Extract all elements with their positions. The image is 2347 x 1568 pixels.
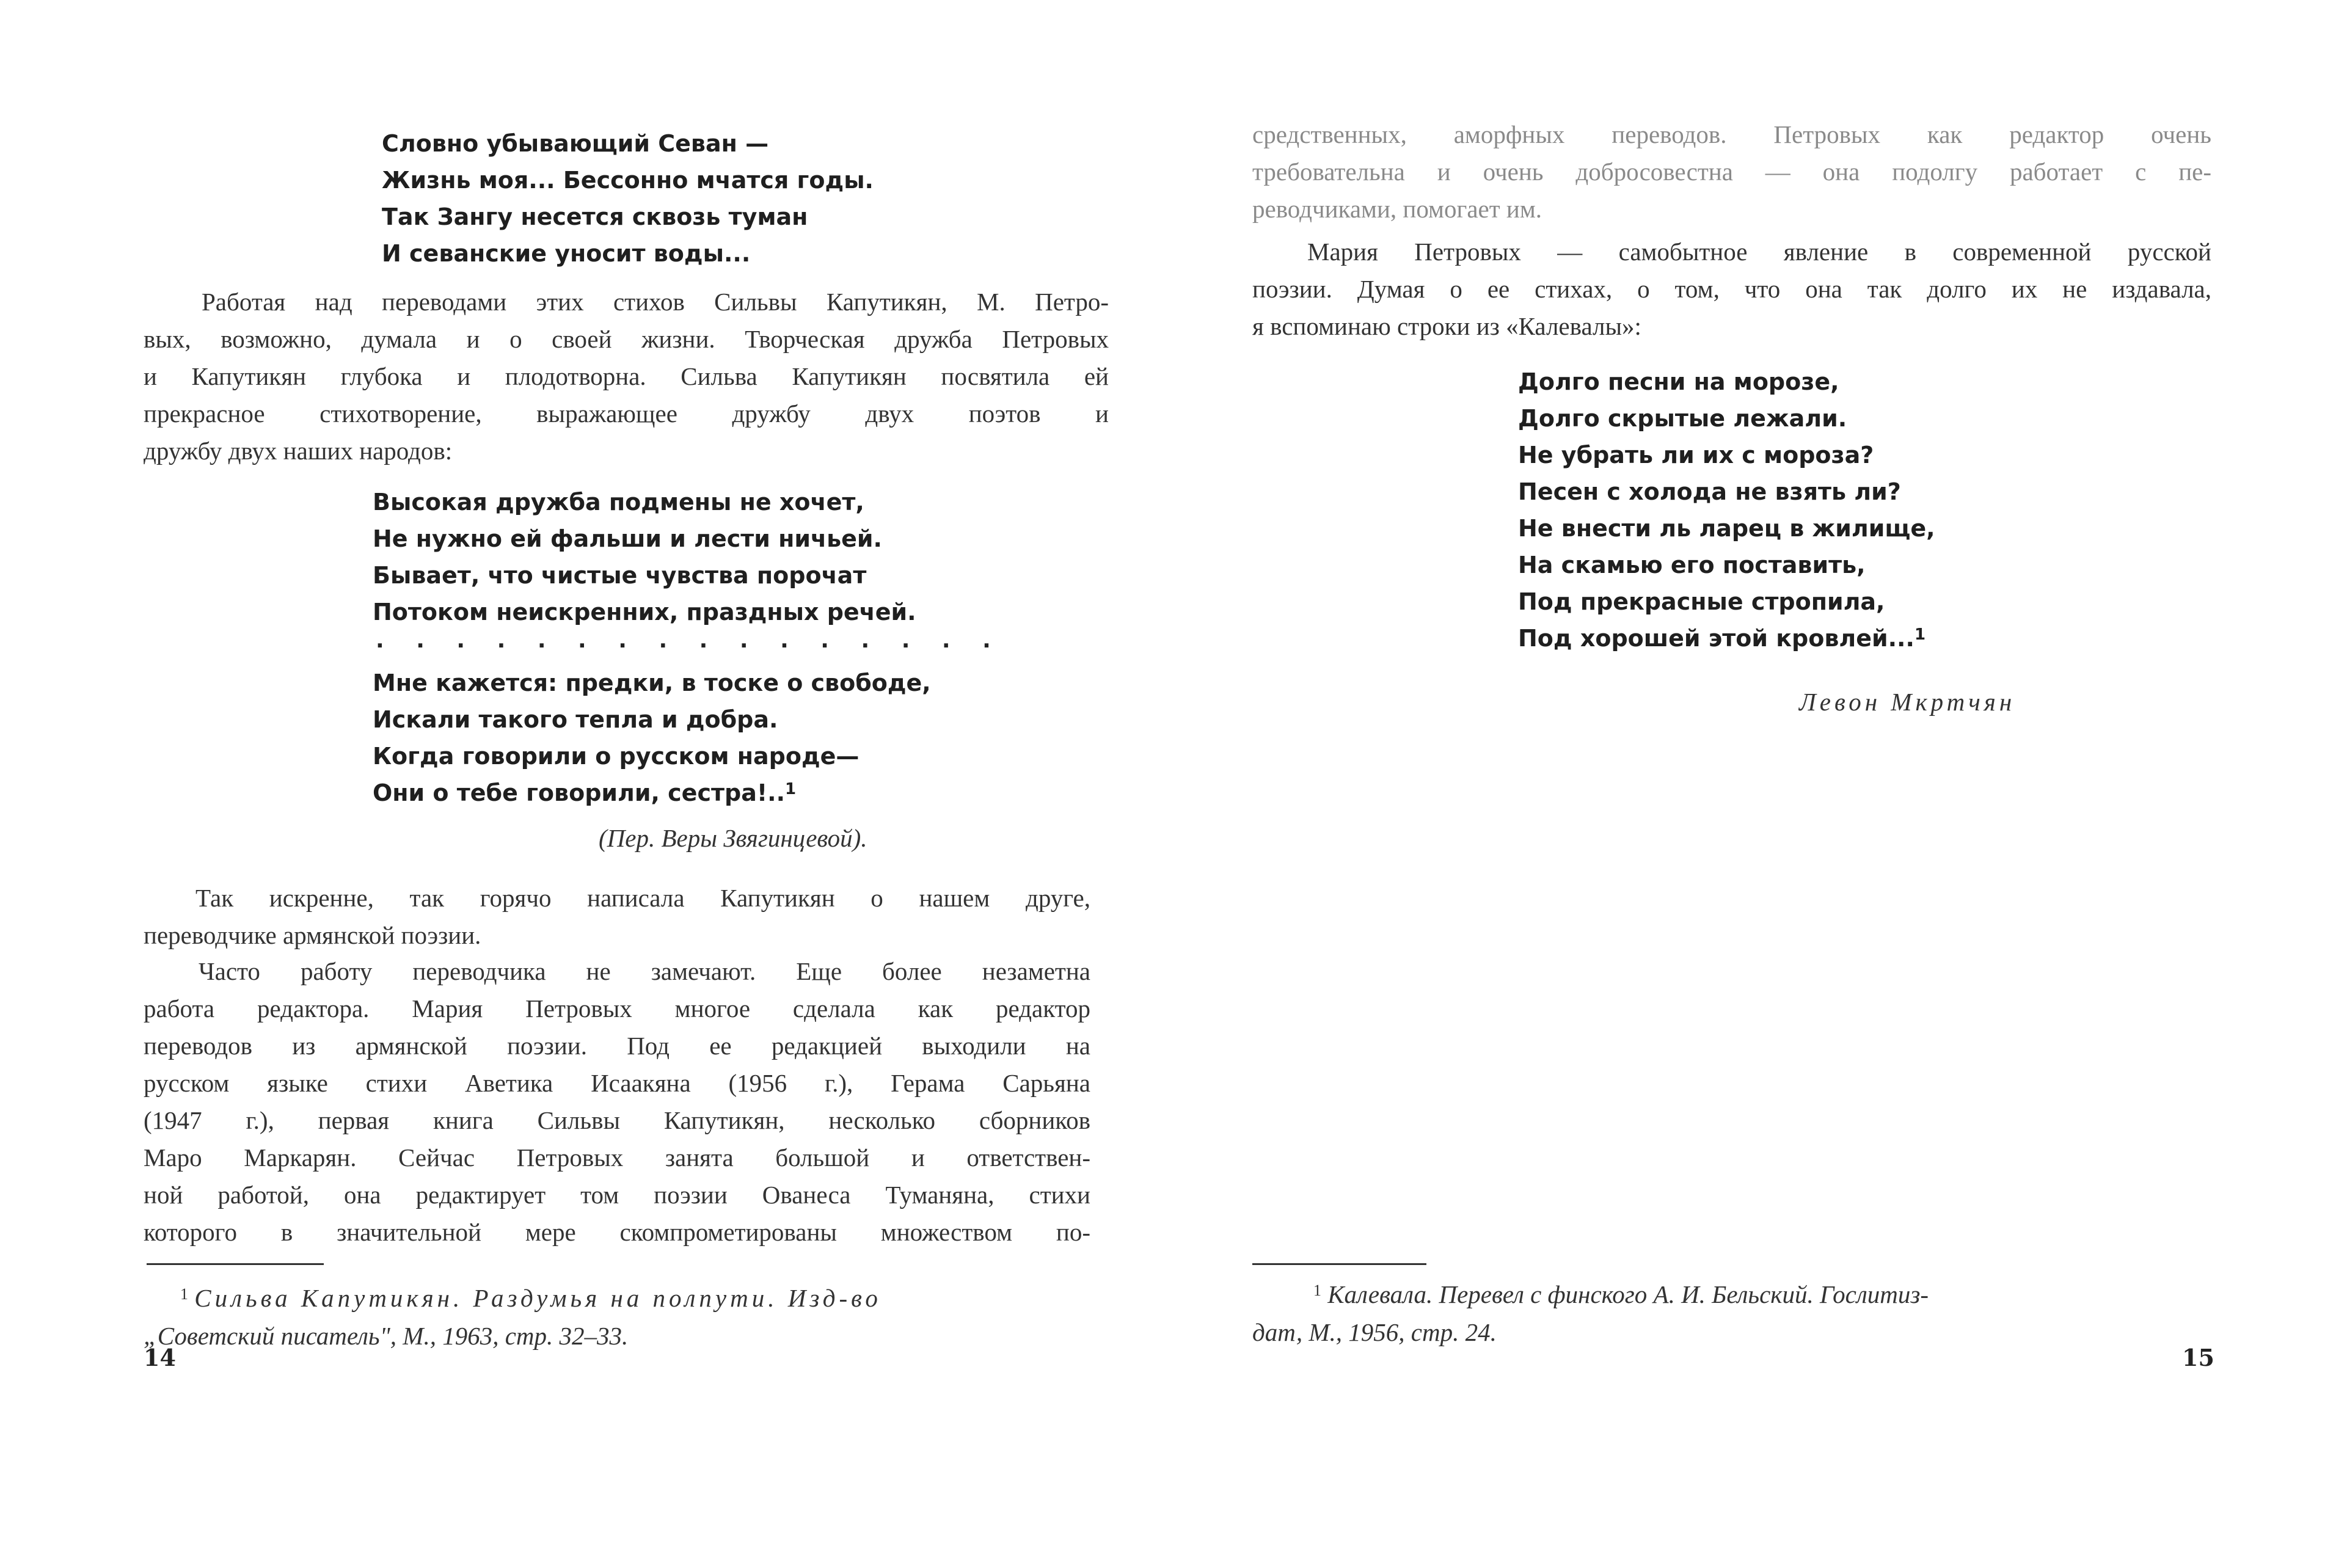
footnote-kalevala xyxy=(1252,1275,1929,1351)
footnote-text: Калевала. Перевел с финского А. И. Бельский. Гослитиз- xyxy=(1327,1280,1929,1308)
paragraph-line: Работая над переводами этих стихов Сильвы Капутикян, М. Петро- xyxy=(202,288,1109,316)
verse-line: И севанские уносит воды... xyxy=(382,240,751,267)
footnote-divider xyxy=(147,1263,324,1265)
verse-line: Не нужно ей фальши и лести ничьей. xyxy=(373,525,882,552)
footnote-mark: 1 xyxy=(1914,625,1926,644)
paragraph-original-phenomenon xyxy=(1252,233,2211,345)
footnote-kaputikyan xyxy=(144,1279,881,1355)
verse-line: Мне кажется: предки, в тоске о свободе, xyxy=(373,669,931,696)
verse-line: Высокая дружба подмены не хочет, xyxy=(373,489,864,516)
author-signature: Левон Мкртчян xyxy=(1799,688,2016,716)
footnote-line: „Советский писатель", М., 1963, стр. 32–33. xyxy=(144,1322,629,1350)
verse-line: Так Зангу несется сквозь туман xyxy=(382,203,808,230)
verse-line: Песен с холода не взять ли? xyxy=(1518,478,1901,505)
paragraph-line: Часто работу переводчика не замечают. Еще более незаметна xyxy=(199,957,1090,985)
paragraph-line: русском языке стихи Аветика Исаакяна (1956 г.), Герама Сарьяна xyxy=(144,1069,1090,1097)
paragraph-line: ной работой, она редактирует том поэзии Ованеса Туманяна, стихи xyxy=(144,1181,1090,1209)
verse-ellipsis-dots: . . . . . . . . . . . . . . . . xyxy=(376,628,1003,653)
paragraph-line: средственных, аморфных переводов. Петровых как редактор очень xyxy=(1252,120,2211,148)
verse-ancestors xyxy=(373,665,931,811)
verse-line: Долго песни на морозе, xyxy=(1518,368,1839,395)
verse-sevan xyxy=(382,125,874,272)
verse-line xyxy=(1518,620,1935,657)
footnote-mark: 1 xyxy=(180,1285,188,1303)
verse-line xyxy=(373,775,931,811)
paragraph-line: дружбу двух наших народов: xyxy=(144,437,453,465)
page-number: 15 xyxy=(2182,1344,2214,1371)
paragraph-creative-friendship xyxy=(144,283,1109,470)
paragraph-line: реводчиками, помогает им. xyxy=(1252,195,1542,223)
paragraph-line: вых, возможно, думала и о своей жизни. Творческая дружба Петровых xyxy=(144,325,1109,353)
paragraph-editor-work xyxy=(144,953,1090,1251)
verse-line: Словно убывающий Севан — xyxy=(382,130,769,157)
page-number: 14 xyxy=(144,1344,176,1371)
verse-line: Жизнь моя... Бессонно мчатся годы. xyxy=(382,167,874,194)
paragraph-line: и Капутикян глубока и плодотворна. Сильва Капутикян посвятила ей xyxy=(144,362,1109,390)
paragraph-line: Мария Петровых — самобытное явление в современной русской xyxy=(1307,238,2211,266)
paragraph-line: требовательна и очень добросовестна — она подолгу работает с пе- xyxy=(1252,158,2211,186)
verse-line: Когда говорили о русском народе— xyxy=(373,743,860,770)
verse-line: Потоком неискренних, праздных речей. xyxy=(373,599,916,625)
verse-line: Долго скрытые лежали. xyxy=(1518,405,1847,432)
verse-line: Бывает, что чистые чувства порочат xyxy=(373,562,867,589)
paragraph-line: переводов из армянской поэзии. Под ее редакцией выходили на xyxy=(144,1032,1090,1060)
verse-line: Под прекрасные стропила, xyxy=(1518,588,1885,615)
paragraph-sincere xyxy=(144,880,1090,954)
verse-line: Искали такого тепла и добра. xyxy=(373,706,778,733)
footnote-line xyxy=(1252,1275,1929,1313)
paragraph-line: Так искренне, так горячо написала Капутикян о нашем друге, xyxy=(195,884,1090,912)
paragraph-editor-continued xyxy=(1252,116,2211,228)
footnote-mark: 1 xyxy=(1313,1282,1321,1299)
paragraph-line: работа редактора. Мария Петровых многое сделала как редактор xyxy=(144,994,1090,1023)
footnote-line: дат, М., 1956, стр. 24. xyxy=(1252,1318,1497,1346)
paragraph-line: Маро Маркарян. Сейчас Петровых занята большой и ответствен- xyxy=(144,1143,1090,1172)
paragraph-line: переводчике армянской поэзии. xyxy=(144,921,481,949)
translator-credit: (Пер. Веры Звягинцевой). xyxy=(599,824,867,852)
footnote-text: Сильва Капутикян. Раздумья на полпути. Изд-во xyxy=(194,1284,881,1312)
footnote-mark: 1 xyxy=(785,780,797,798)
verse-line-text: Под хорошей этой кровлей... xyxy=(1518,625,1914,652)
footnote-line xyxy=(144,1279,881,1317)
verse-line: Не убрать ли их с мороза? xyxy=(1518,442,1874,469)
verse-line: На скамью его поставить, xyxy=(1518,552,1866,578)
verse-kalevala xyxy=(1518,363,1935,657)
verse-line: Не внести ль ларец в жилище, xyxy=(1518,515,1935,542)
paragraph-line: которого в значительной мере скомпрометированы множеством по- xyxy=(144,1218,1090,1246)
paragraph-line: поэзии. Думая о ее стихах, о том, что она так долго их не издавала, xyxy=(1252,275,2211,303)
verse-line-text: Они о тебе говорили, сестра!.. xyxy=(373,779,786,806)
paragraph-line: прекрасное стихотворение, выражающее дружбу двух поэтов и xyxy=(144,399,1109,428)
paragraph-line: я вспоминаю строки из «Калевалы»: xyxy=(1252,312,1641,340)
verse-high-friendship xyxy=(373,484,916,630)
footnote-divider xyxy=(1252,1263,1426,1265)
paragraph-line: (1947 г.), первая книга Сильвы Капутикян, несколько сборников xyxy=(144,1106,1090,1134)
